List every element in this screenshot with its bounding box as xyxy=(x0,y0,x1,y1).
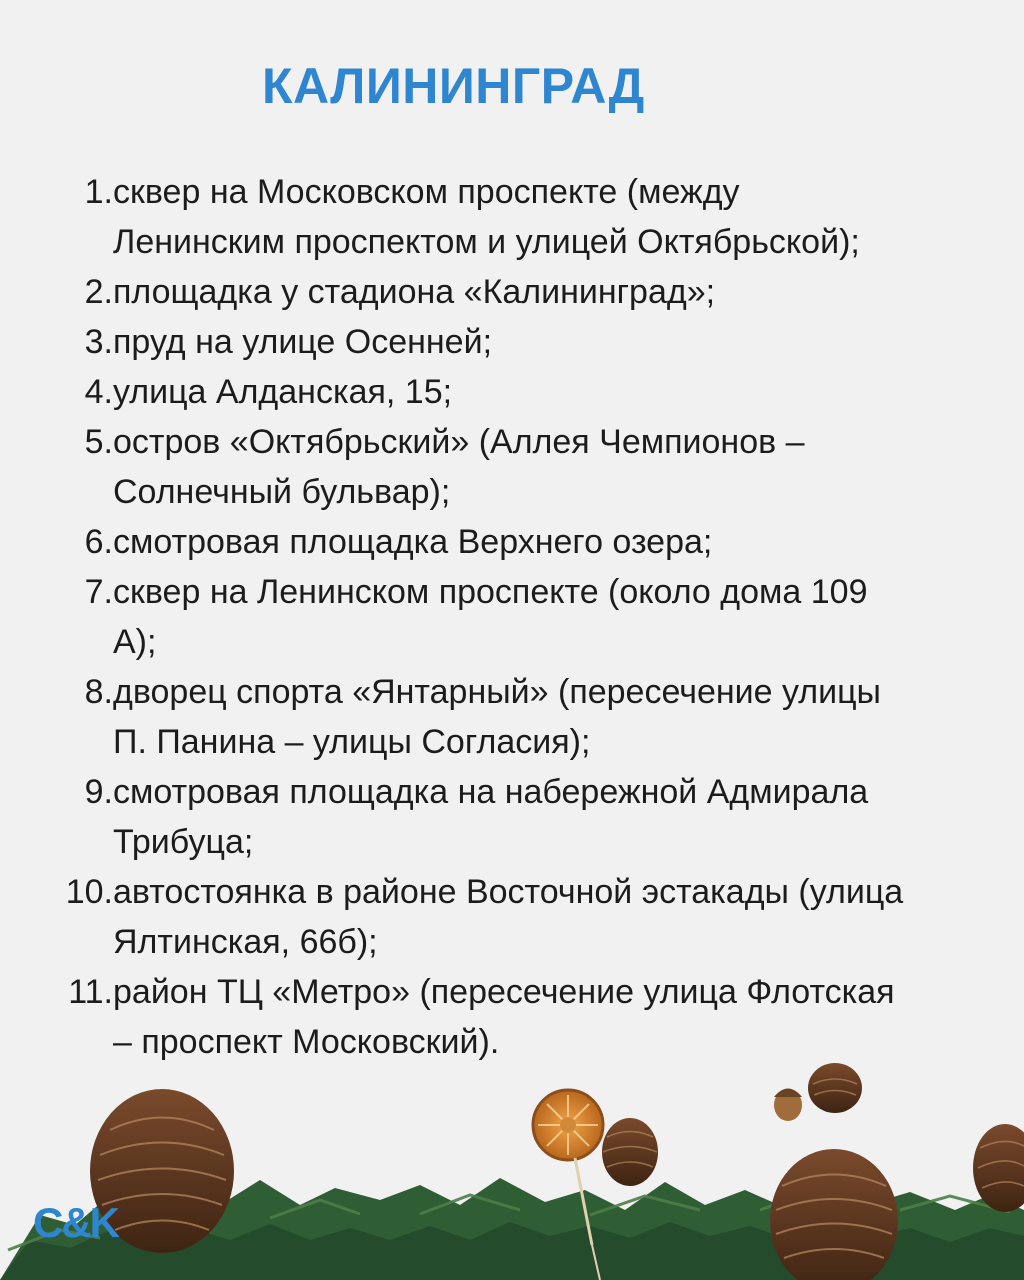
list-item xyxy=(44,267,1004,317)
list-line: Солнечный бульвар); xyxy=(113,473,451,511)
list-item xyxy=(44,867,1004,967)
list-item xyxy=(44,517,1004,567)
list-text xyxy=(113,567,1004,667)
list-item xyxy=(44,667,1004,767)
list-text xyxy=(113,417,1004,517)
pine-cone-right-large xyxy=(770,1149,898,1280)
list-line: сквер на Ленинском проспекте (около дома 109 xyxy=(113,573,868,611)
list-text xyxy=(113,317,1004,367)
list-number: 1. xyxy=(84,173,113,211)
list-text xyxy=(113,967,1004,1067)
list-line: смотровая площадка Верхнего озера; xyxy=(113,523,713,561)
page-title: КАЛИНИНГРАД xyxy=(262,58,645,114)
list-line: Трибуца; xyxy=(113,823,254,861)
list-number: 7. xyxy=(84,573,113,611)
list-line: смотровая площадка на набережной Адмирала xyxy=(113,773,869,811)
decorative-footer xyxy=(0,1060,1024,1280)
list-number: 8. xyxy=(84,673,113,711)
acorn-decoration xyxy=(774,1089,802,1122)
list-text xyxy=(113,867,1004,967)
list-item xyxy=(44,567,1004,667)
list-number: 3. xyxy=(84,323,113,361)
brand-logo: C&K xyxy=(33,1199,118,1246)
list-line: А); xyxy=(113,623,157,661)
list-text xyxy=(113,667,1004,767)
list-text xyxy=(113,367,1004,417)
list-line: остров «Октябрьский» (Аллея Чемпионов – xyxy=(113,423,805,461)
list-line: Ленинским проспектом и улицей Октябрьской); xyxy=(113,223,860,261)
list-number: 9. xyxy=(84,773,113,811)
list-line: улица Алданская, 15; xyxy=(113,373,453,411)
locations-list xyxy=(44,167,1004,1067)
list-text xyxy=(113,767,1004,867)
list-text xyxy=(113,517,1004,567)
list-item xyxy=(44,367,1004,417)
list-number: 11. xyxy=(68,973,113,1011)
list-item xyxy=(44,967,1004,1067)
list-line: район ТЦ «Метро» (пересечение улица Флотская xyxy=(113,973,895,1011)
list-line: пруд на улице Осенней; xyxy=(113,323,493,361)
list-number: 6. xyxy=(84,523,113,561)
list-line: П. Панина – улицы Согласия); xyxy=(113,723,591,761)
list-number: 5. xyxy=(84,423,113,461)
list-item xyxy=(44,167,1004,267)
list-line: автостоянка в районе Восточной эстакады (улица xyxy=(113,873,904,911)
list-item xyxy=(44,767,1004,867)
list-number: 2. xyxy=(84,273,113,311)
list-number: 10. xyxy=(65,873,113,911)
list-line: площадка у стадиона «Калининград»; xyxy=(113,273,716,311)
list-line: сквер на Московском проспекте (между xyxy=(113,173,740,211)
christmas-garland-illustration xyxy=(0,1060,1024,1280)
dried-orange-slice xyxy=(533,1090,603,1160)
list-line: – проспект Московский). xyxy=(113,1023,500,1061)
list-number: 4. xyxy=(84,373,113,411)
list-text xyxy=(113,267,1004,317)
pine-cone-edge xyxy=(973,1124,1024,1212)
pine-cone-center xyxy=(602,1118,658,1186)
list-item xyxy=(44,317,1004,367)
list-item xyxy=(44,417,1004,517)
list-line: Ялтинская, 66б); xyxy=(113,923,378,961)
list-line: дворец спорта «Янтарный» (пересечение улицы xyxy=(113,673,881,711)
pine-cone-right-small xyxy=(808,1063,862,1113)
list-text xyxy=(113,167,1004,267)
